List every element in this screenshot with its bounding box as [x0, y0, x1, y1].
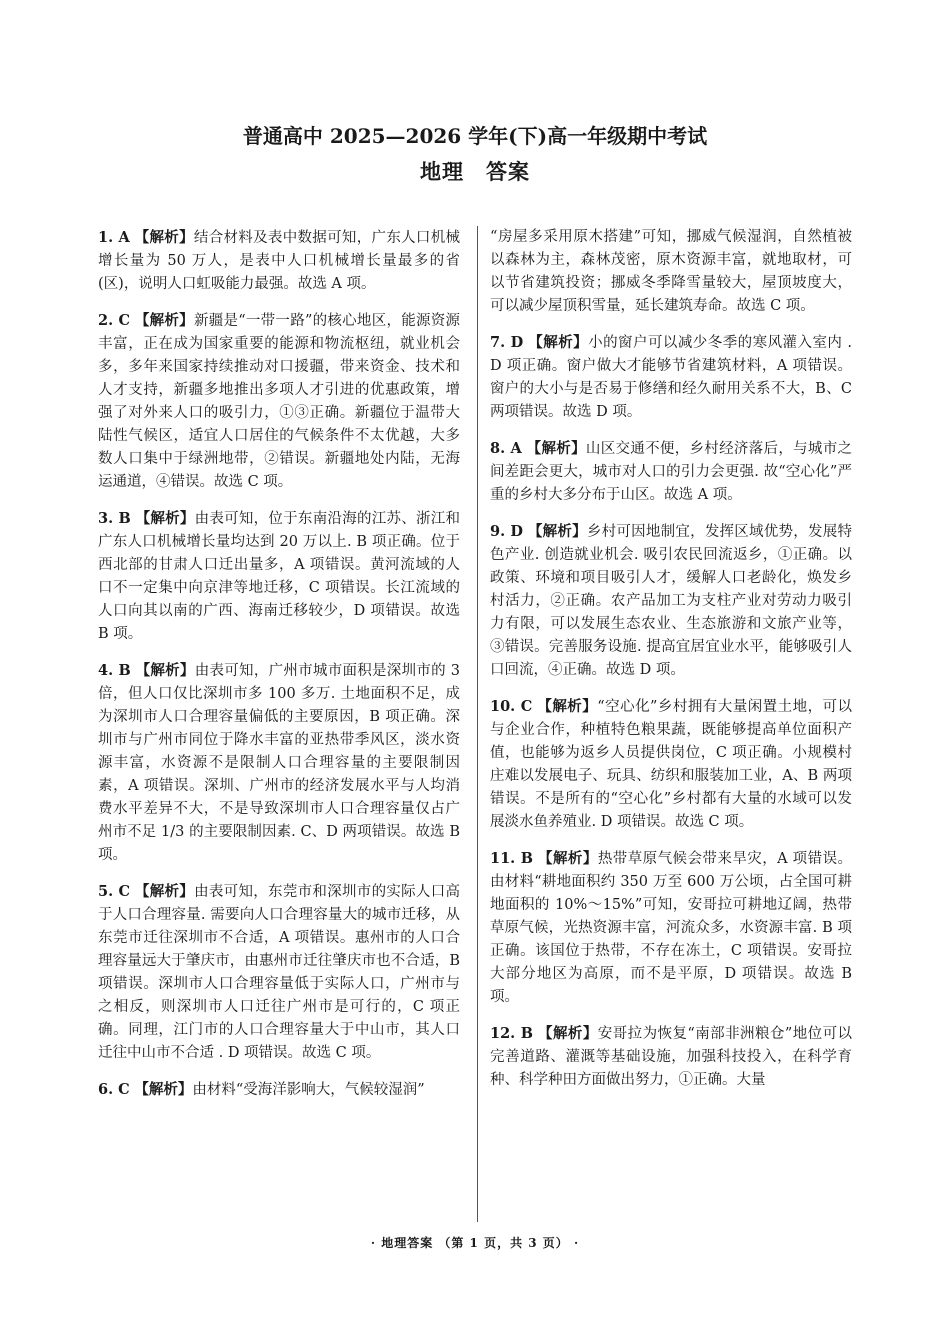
answer-text: 由表可知，广州市城市面积是深圳市的 3 倍，但人口仅比深圳市多 100 多万. 土地面积不足，成为深圳市人口合理容量偏低的主要原因，B 项正确。深圳市与广州市同位于降水丰富的亚热带季风区，淡水资源丰富，水资源不是限制人口合理容量的主要限制因素，A 项错误。深圳、广州市的经济发展水平与人均消费水平差异不大，不是导致深圳市人口合理容量仅占广州市不足 1/3 的主要限制因素. C、D 两项错误。故选 B 项。 [98, 663, 460, 863]
analysis-tag: 【解析】 [134, 229, 194, 246]
answer-text: 小的窗户可以减少冬季的寒风灌入室内 . D 项正确。窗户做大才能够节省建筑材料，A 项错误。窗户的大小与是否易于修缮和经久耐用关系不大，B、C 两项错误。故选 D 项。 [490, 335, 853, 420]
analysis-tag: 【解析】 [538, 1025, 598, 1042]
answer-text: 热带草原气候会带来旱灾，A 项错误。由材料“耕地面积约 350 万至 600 万公顷，占全国可耕地面积的 10%～15%”可知，安哥拉可耕地辽阔，热带草原气候，光热资源丰富，河流众多，水资源丰富. B 项正确。该国位于热带，不存在冻土，C 项错误。安哥拉大部分地区为高原，而不是平原，D 项错误。故选 B 项。 [490, 851, 853, 1005]
analysis-tag: 【解析】 [538, 850, 598, 867]
answer-item [490, 331, 852, 424]
question-number: 10. C [490, 698, 533, 715]
answer-text: 乡村可因地制宜，发挥区域优势，发展特色产业. 创造就业机会. 吸引农民回流返乡，①正确。以政策、环境和项目吸引人才，缓解人口老龄化，焕发乡村活力，②正确。农产品加工为支柱产业对劳动力吸引力有限，可以发展生态农业、生态旅游和文旅产业等，③错误。完善服务设施. 提高宜居宜业水平，能够吸引人口回流，④正确。故选 D 项。 [490, 524, 853, 678]
question-number: 11. B [490, 850, 533, 867]
answer-text: 结合材料及表中数据可知，广东人口机械增长量为 50 万人，是表中人口机械增长量最多的省(区)，说明人口虹吸能力最强。故选 A 项。 [98, 230, 461, 292]
question-number: 5. C [98, 883, 131, 900]
left-column [98, 226, 460, 1115]
answer-text: 由表可知，位于东南沿海的江苏、浙江和广东人口机械增长量均达到 20 万以上. B 项正确。位于西北部的甘肃人口迁出量多，A 项错误。黄河流域的人口不一定集中向京津等地迁移，C 项错误。长江流域的人口向其以南的广西、海南迁移较少，D 项错误。故选 B 项。 [98, 511, 461, 642]
answer-text: “空心化”乡村拥有大量闲置土地，可以与企业合作，种植特色粮果蔬，既能够提高单位面积产值，也能够为返乡人员提供岗位，C 项正确。小规模村庄难以发展电子、玩具、纺织和服装加工业，A、B 两项错误。不是所有的“空心化”乡村都有大量的水域可以发展淡水鱼养殖业. D 项错误。故选 C 项。 [490, 699, 853, 830]
page-title: 普通高中 2025—2026 学年(下)高一年级期中考试 [242, 124, 708, 148]
page-footer: · 地理答案 （第 1 页，共 3 页） · [370, 1236, 580, 1250]
analysis-tag: 【解析】 [134, 1081, 193, 1098]
question-number: 4. B [98, 662, 131, 679]
question-number: 12. B [490, 1025, 533, 1042]
question-number: 2. C [98, 312, 130, 329]
answer-item [490, 520, 852, 682]
analysis-tag: 【解析】 [134, 883, 195, 900]
question-number: 6. C [98, 1081, 130, 1098]
page-subtitle: 地理 答案 [420, 159, 530, 184]
analysis-tag: 【解析】 [527, 523, 587, 540]
answer-item [98, 226, 460, 296]
analysis-tag: 【解析】 [526, 440, 586, 457]
answer-item [98, 309, 460, 494]
analysis-tag: 【解析】 [528, 334, 589, 351]
analysis-tag: 【解析】 [135, 662, 195, 679]
answer-item [490, 847, 852, 1009]
question-number: 3. B [98, 510, 131, 527]
answer-item [490, 1022, 852, 1092]
question-number: 1. A [98, 229, 130, 246]
right-column [490, 226, 852, 1105]
analysis-tag: 【解析】 [134, 312, 194, 329]
answer-item [98, 880, 460, 1065]
answer-item [490, 437, 852, 507]
answer-item-continued [490, 226, 852, 318]
answer-text: 安哥拉为恢复“南部非洲粮仓”地位可以完善道路、灌溉等基础设施，加强科技投入，在科学育种、科学种田方面做出努力，①正确。大量 [490, 1026, 853, 1088]
answer-text: 山区交通不便，乡村经济落后，与城市之间差距会更大，城市对人口的引力会更强. 故“空心化”严重的乡村大多分布于山区。故选 A 项。 [490, 441, 853, 503]
answer-item [98, 1078, 460, 1102]
answer-item [98, 659, 460, 867]
column-divider [477, 226, 478, 1222]
answer-item [98, 507, 460, 646]
answer-text: 由表可知，东莞市和深圳市的实际人口高于人口合理容量. 需要向人口合理容量大的城市迁移，从东莞市迁往深圳市不合适，A 项错误。惠州市的人口合理容量远大于肇庆市，由惠州市迁往肇庆市也不合适，B 项错误。深圳市人口合理容量低于实际人口，广州市与之相反，则深圳市人口迁往广州市是可行的，C 项正确。同理，江门市的人口合理容量大于中山市，其人口迁往中山市不合适 . D 项错误。故选 C 项。 [98, 884, 461, 1061]
analysis-tag: 【解析】 [135, 510, 195, 527]
answer-text: 新疆是“一带一路”的核心地区，能源资源丰富，正在成为国家重要的能源和物流枢纽，就业机会多，多年来国家持续推动对口援疆，带来资金、技术和人才支持，新疆多地推出多项人才引进的优惠政策，增强了对外来人口的吸引力，①③正确。新疆位于温带大陆性气候区，适宜人口居住的气候条件不太优越，大多数人口集中于绿洲地带，②错误。新疆地处内陆，无海运通道，④错误。故选 C 项。 [98, 313, 461, 490]
answer-item [490, 695, 852, 834]
answer-text: “房屋多采用原木搭建”可知，挪威气候湿润，自然植被以森林为主，森林茂密，原木资源丰富，就地取材，可以节省建筑投资；挪威冬季降雪量较大，屋顶坡度大，可以减少屋顶积雪量，延长建筑寿命。故选 C 项。 [490, 229, 852, 314]
analysis-tag: 【解析】 [537, 698, 598, 715]
question-number: 9. D [490, 523, 524, 540]
question-number: 8. A [490, 440, 522, 457]
question-number: 7. D [490, 334, 524, 351]
answer-text: 由材料“受海洋影响大，气候较湿润” [192, 1082, 425, 1098]
